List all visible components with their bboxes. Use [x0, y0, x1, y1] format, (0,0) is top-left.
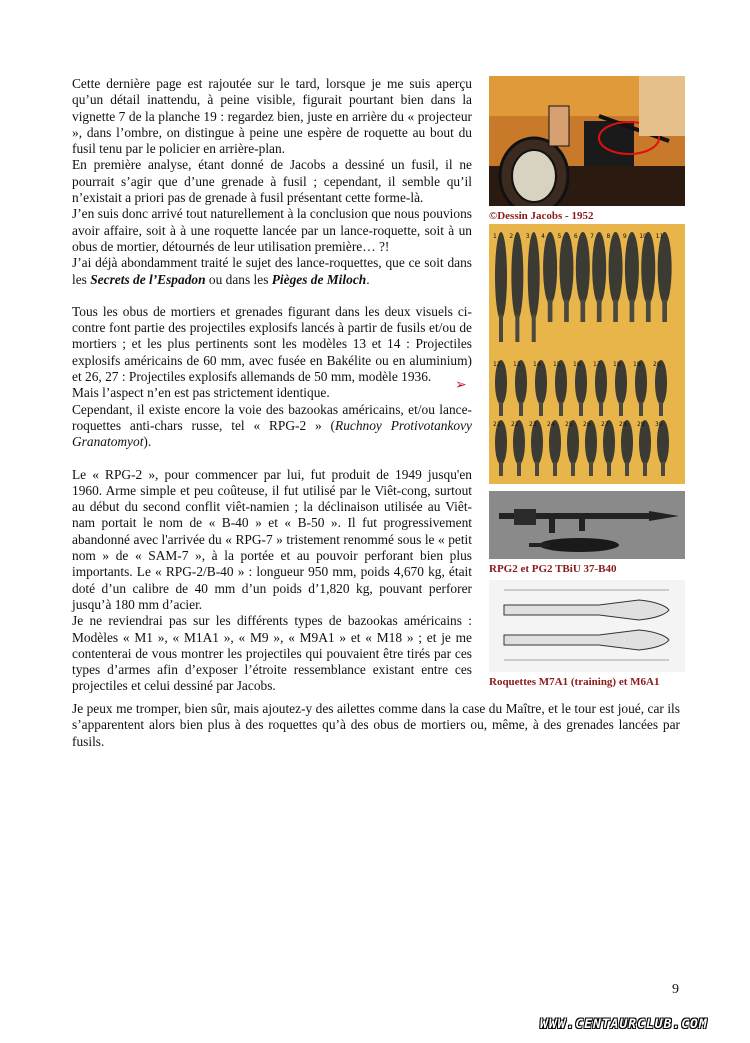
- shell-25: [565, 420, 579, 476]
- figure-number: 27: [601, 421, 609, 428]
- shell-27: [601, 420, 615, 476]
- shell-22: [511, 420, 525, 476]
- paragraph: Cette dernière page est rajoutée sur le tard, lorsque je me suis aperçu qu’un détail inattendu, à peine visible, figurait pourtant bien dans la vignette 7 de la planche 19 : regardez bien, juste en arrière du « projecteur », dans l’ombre, on distingue à peine une espère de roquette au bout du fusil tenu par le policier en arrière-plan.: [72, 76, 472, 157]
- paragraph: Le « RPG-2 », pour commencer par lui, fut produit de 1949 jusqu'en 1960. Arme simple et peu coûteuse, il fut utilisé par le Viêt-cong, surtout au début du second conflit viêt-namien ; la déclinaison utilisée au Viêt-nam portait le nom de « B-40 » et « B-50 ». Il fut progressivement abandonné avec l'arrivée du « RPG-7 » tristement renommé sous le « petit nom » de « SAM-7 », à la portée et au pouvoir perforant bien plus importants. Le « RPG-2/B-40 » : longueur 950 mm, poids 4,670 kg, était doté d’un calibre de 40 mm d’un poids d’1,820 kg, pouvant perforer jusqu’à 180 mm d’acier.: [72, 466, 472, 612]
- paragraph: Je ne reviendrai pas sur les différents types de bazookas américains : Modèles « M1 », « M1A1 », « M9 », « M9A1 » et « M18 » ; et je me contenterai de vous montrer les projectiles qui pouvaient être tirés par ces types d’armes afin d’exposer l’étroite ressemblance existant entre ces projectiles et celui dessiné par Jacobs.: [72, 613, 472, 694]
- shell-23: [529, 420, 543, 476]
- text-column: [72, 76, 472, 695]
- mortar-shells-photo: [489, 224, 685, 484]
- paragraph: Je peux me tromper, bien sûr, mais ajoutez-y des ailettes comme dans la case du Maître, et le tour est joué, car ils s’apparentent alors bien plus à des roquettes qu’à des obus de mortiers ou, même, à des grenades lancées par fusils.: [72, 701, 680, 749]
- shell-10: [639, 232, 655, 322]
- book-title: Secrets de l’Espadon: [90, 271, 206, 287]
- figure-number: 22: [511, 421, 519, 428]
- shell-15: [553, 360, 567, 416]
- figure-number: 24: [547, 421, 555, 428]
- figure-number: 18: [613, 361, 621, 368]
- figure-number: 23: [529, 421, 537, 428]
- figure-number: 17: [593, 361, 601, 368]
- figure-number: 11: [655, 233, 664, 240]
- figure-number: 20: [653, 361, 661, 368]
- figure-number: 29: [637, 421, 645, 428]
- paragraph: En première analyse, étant donné de Jacobs a dessiné un fusil, il ne pourrait s’agir que d’une grenade à fusil ; cependant, il semble qu’il n’existait a priori pas de grenade à fusil présentant cette forme-là.: [72, 157, 472, 206]
- shell-2: [509, 232, 523, 342]
- page-number: 9: [672, 982, 679, 997]
- shell-5: [557, 232, 573, 322]
- shell-29: [637, 420, 651, 476]
- shell-16: [573, 360, 587, 416]
- shell-13: [513, 360, 527, 416]
- paragraph: Tous les obus de mortiers et grenades figurant dans les deux visuels ci-contre font partie des projectiles explosifs lancés à partir de fusils et/ou de mortiers ; et les plus pertinents sont les modèles 13 et 14 : Projectiles explosifs américains de 60 mm, avec fusée en Bakélite ou en aluminium) et 26, 27 : Projectiles explosifs allemands de 50 mm, modèle 1936.: [72, 303, 472, 385]
- figure-number: 13: [513, 361, 521, 368]
- figure-number: 25: [565, 421, 573, 428]
- figure-number: 15: [553, 361, 561, 368]
- shell-26: [583, 420, 597, 476]
- shell-20: [653, 360, 667, 416]
- rpg-photo: [489, 491, 685, 559]
- figure-number: 8: [606, 233, 611, 240]
- figure-number: 21: [493, 421, 501, 428]
- figure-number: 28: [619, 421, 627, 428]
- paragraph: Mais l’aspect n’en est pas strictement identique.: [72, 385, 330, 401]
- figure-number: 7: [590, 233, 595, 240]
- shell-14: [533, 360, 547, 416]
- figure-number: 19: [633, 361, 641, 368]
- shell-1: [493, 232, 507, 342]
- figure-number: 30: [655, 421, 663, 428]
- arrow-icon: ➢: [455, 378, 467, 393]
- figure-number: 4: [541, 233, 545, 240]
- caption: RPG2 et PG2 TBiU 37-B40: [489, 563, 617, 575]
- russian-name: Ruchnoy Protivotankovy Granatomyot: [72, 417, 472, 450]
- figure-number: 3: [525, 233, 530, 240]
- paragraph: J’en suis donc arrivé tout naturellement à la conclusion que nous pouvions avoir affaire, soit à à une roquette lancée par un lance-roquette, soit à un obus de mortier, détournés de leur utilisation première… ?!: [72, 206, 472, 254]
- figure-number: 16: [573, 361, 581, 368]
- shell-24: [547, 420, 561, 476]
- figure-number: 9: [622, 233, 627, 240]
- figure-number: 1: [493, 233, 497, 240]
- shell-12: [493, 360, 507, 416]
- comic-panel-image: [489, 76, 685, 206]
- paragraph: J’ai déjà abondamment traité le sujet des lance-roquettes, que ce soit dans les Secrets de l’Espadon ou dans les Pièges de Miloch.: [72, 255, 472, 287]
- shell-6: [574, 232, 590, 322]
- book-title: Pièges de Miloch: [271, 271, 367, 287]
- shell-3: [526, 232, 540, 342]
- paragraph: Cependant, il existe encore la voie des bazookas américains, et/ou lance-roquettes anti-chars russe, tel « RPG-2 » (Ruchnoy Protivotankovy Granatomyot).: [72, 401, 472, 450]
- figure-number: 12: [493, 361, 501, 368]
- shell-18: [613, 360, 627, 416]
- shell-4: [541, 232, 557, 322]
- shell-21: [493, 420, 507, 476]
- figure-number: 14: [533, 361, 541, 368]
- website-footer: WWW.CENTAURCLUB.COM: [540, 1017, 708, 1032]
- shell-8: [607, 232, 623, 322]
- caption: Roquettes M7A1 (training) et M6A1: [489, 676, 660, 688]
- figure-number: 2: [509, 233, 514, 240]
- shell-30: [655, 420, 669, 476]
- figure-number: 26: [583, 421, 591, 428]
- shell-7: [590, 232, 606, 322]
- shell-17: [593, 360, 607, 416]
- figure-number: 6: [573, 233, 578, 240]
- figure-number: 10: [639, 233, 647, 240]
- shell-28: [619, 420, 633, 476]
- shell-9: [623, 232, 639, 322]
- caption: ©Dessin Jacobs - 1952: [489, 210, 594, 222]
- shell-11: [656, 232, 672, 322]
- rocket-diagram: [489, 580, 685, 672]
- shell-19: [633, 360, 647, 416]
- text-full-width: [72, 701, 680, 750]
- figure-number: 5: [557, 233, 562, 240]
